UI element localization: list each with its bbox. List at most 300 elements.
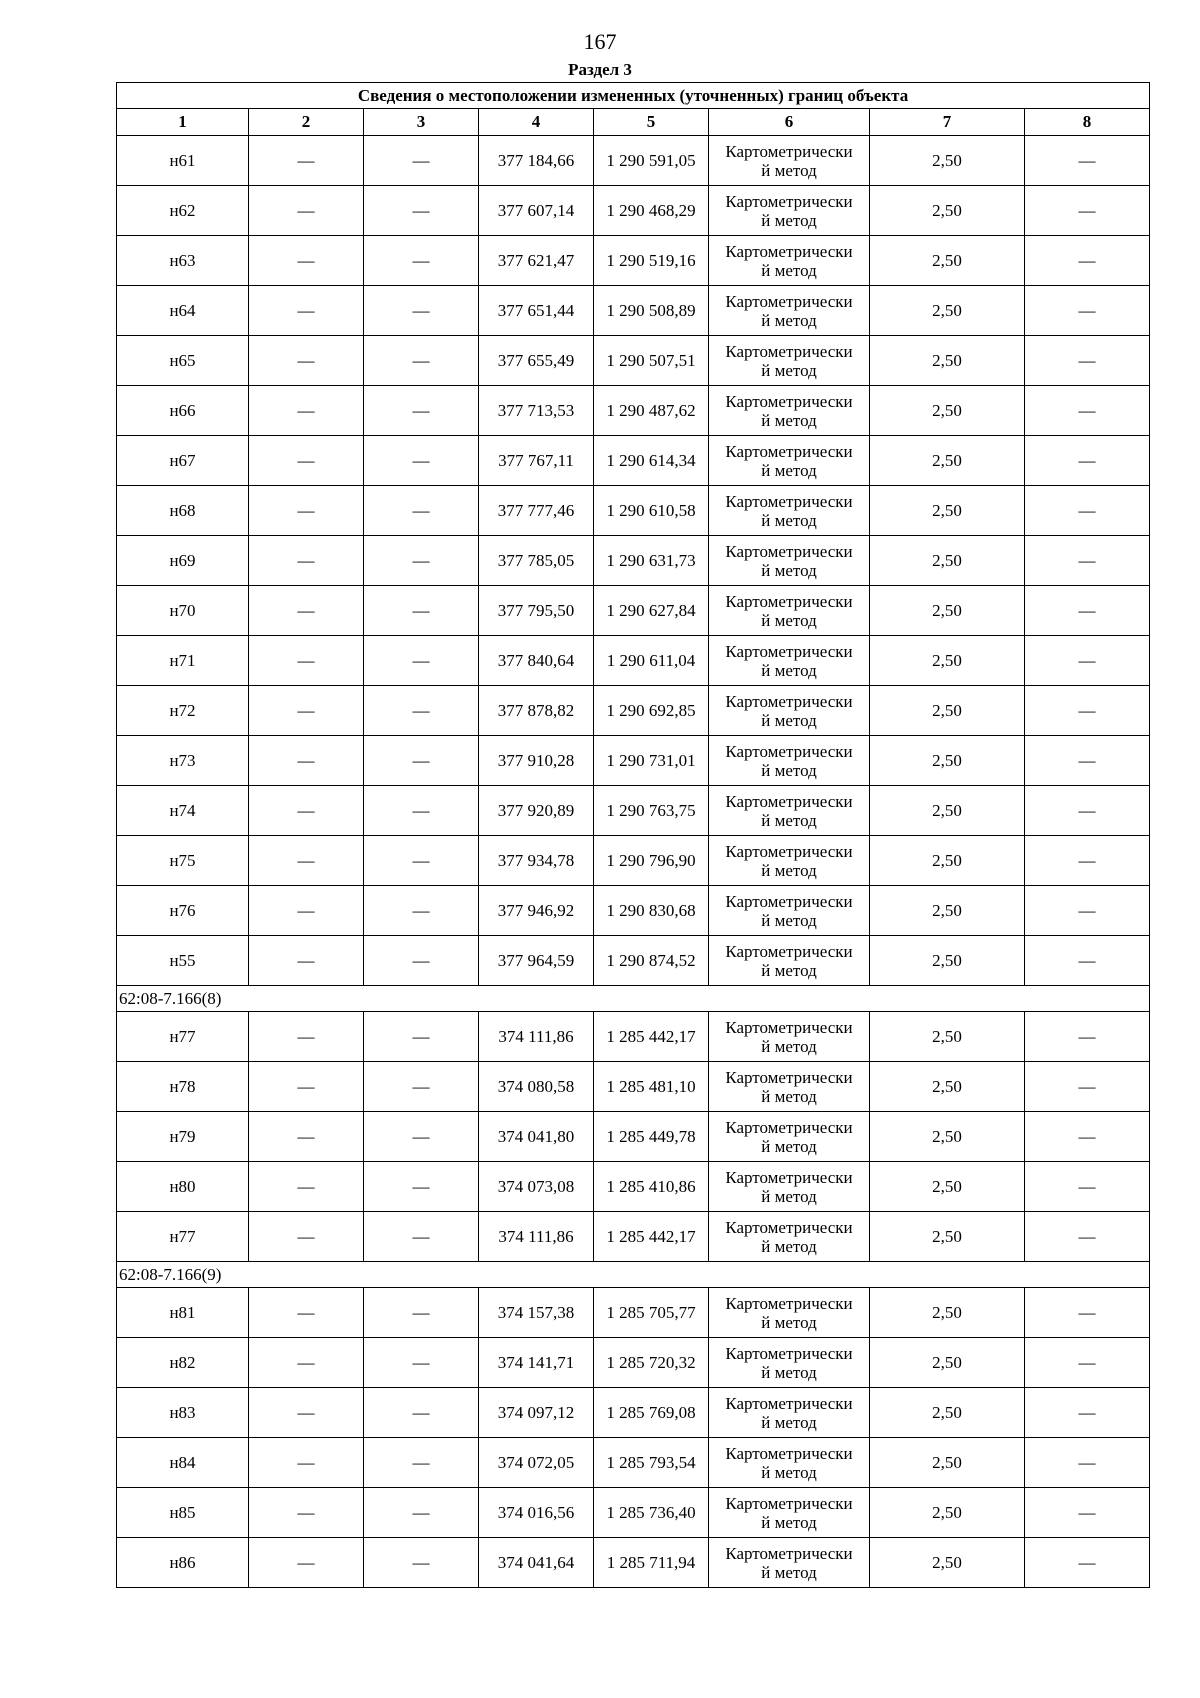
accuracy-cell: 2,50 — [870, 786, 1025, 836]
dash-cell: — — [364, 1062, 479, 1112]
dash-cell: — — [249, 636, 364, 686]
method-line: й метод — [761, 260, 817, 280]
point-cell: н82 — [117, 1338, 249, 1388]
dash-cell: — — [1025, 1338, 1150, 1388]
table-row — [117, 1062, 1150, 1112]
accuracy-cell: 2,50 — [870, 936, 1025, 986]
method-line: Картометрически — [725, 291, 853, 311]
y-coordinate-cell: 1 285 442,17 — [594, 1012, 709, 1062]
dash-cell: — — [1025, 686, 1150, 736]
method-cell — [709, 1288, 870, 1338]
dash-cell: — — [249, 1438, 364, 1488]
y-coordinate-cell: 1 290 507,51 — [594, 336, 709, 386]
method-line: й метод — [761, 960, 817, 980]
x-coordinate-cell: 377 655,49 — [479, 336, 594, 386]
x-coordinate-cell: 374 111,86 — [479, 1012, 594, 1062]
table-row — [117, 1438, 1150, 1488]
y-coordinate-cell: 1 290 591,05 — [594, 136, 709, 186]
method-line: й метод — [761, 1562, 817, 1582]
method-line: Картометрически — [725, 1393, 853, 1413]
dash-cell: — — [249, 1012, 364, 1062]
table-row — [117, 636, 1150, 686]
dash-cell: — — [364, 836, 479, 886]
dash-cell: — — [1025, 536, 1150, 586]
table-row — [117, 536, 1150, 586]
dash-cell: — — [249, 1488, 364, 1538]
table-row — [117, 336, 1150, 386]
dash-cell: — — [364, 936, 479, 986]
table-caption: Сведения о местоположении измененных (уточненных) границ объекта — [117, 83, 1150, 109]
method-line: й метод — [761, 1362, 817, 1382]
method-line: Картометрически — [725, 391, 853, 411]
dash-cell: — — [249, 186, 364, 236]
dash-cell: — — [1025, 1012, 1150, 1062]
x-coordinate-cell: 377 767,11 — [479, 436, 594, 486]
accuracy-cell: 2,50 — [870, 436, 1025, 486]
point-cell: н72 — [117, 686, 249, 736]
table-row — [117, 786, 1150, 836]
point-cell: н83 — [117, 1388, 249, 1438]
accuracy-cell: 2,50 — [870, 586, 1025, 636]
method-line: Картометрически — [725, 1117, 853, 1137]
dash-cell: — — [364, 386, 479, 436]
method-cell — [709, 1162, 870, 1212]
dash-cell: — — [1025, 1288, 1150, 1338]
y-coordinate-cell: 1 285 705,77 — [594, 1288, 709, 1338]
y-coordinate-cell: 1 290 519,16 — [594, 236, 709, 286]
y-coordinate-cell: 1 290 796,90 — [594, 836, 709, 886]
method-cell — [709, 536, 870, 586]
dash-cell: — — [1025, 1162, 1150, 1212]
x-coordinate-cell: 374 141,71 — [479, 1338, 594, 1388]
y-coordinate-cell: 1 285 481,10 — [594, 1062, 709, 1112]
method-cell — [709, 286, 870, 336]
table-row — [117, 486, 1150, 536]
accuracy-cell: 2,50 — [870, 636, 1025, 686]
point-cell: н84 — [117, 1438, 249, 1488]
method-cell — [709, 1112, 870, 1162]
table-row — [117, 936, 1150, 986]
y-coordinate-cell: 1 290 874,52 — [594, 936, 709, 986]
dash-cell: — — [1025, 736, 1150, 786]
method-cell — [709, 436, 870, 486]
method-cell — [709, 836, 870, 886]
method-line: й метод — [761, 710, 817, 730]
table-row — [117, 1212, 1150, 1262]
accuracy-cell: 2,50 — [870, 486, 1025, 536]
method-line: й метод — [761, 1512, 817, 1532]
method-line: Картометрически — [725, 691, 853, 711]
table-row — [117, 1288, 1150, 1338]
dash-cell: — — [1025, 436, 1150, 486]
dash-cell: — — [1025, 1212, 1150, 1262]
dash-cell: — — [1025, 286, 1150, 336]
method-line: й метод — [761, 1086, 817, 1106]
dash-cell: — — [1025, 386, 1150, 436]
dash-cell: — — [364, 186, 479, 236]
point-cell: н86 — [117, 1538, 249, 1588]
method-line: Картометрически — [725, 341, 853, 361]
y-coordinate-cell: 1 285 736,40 — [594, 1488, 709, 1538]
accuracy-cell: 2,50 — [870, 836, 1025, 886]
y-coordinate-cell: 1 290 487,62 — [594, 386, 709, 436]
accuracy-cell: 2,50 — [870, 1288, 1025, 1338]
point-cell: н62 — [117, 186, 249, 236]
dash-cell: — — [249, 1288, 364, 1338]
method-cell — [709, 1212, 870, 1262]
y-coordinate-cell: 1 290 614,34 — [594, 436, 709, 486]
x-coordinate-cell: 377 964,59 — [479, 936, 594, 986]
x-coordinate-cell: 377 878,82 — [479, 686, 594, 736]
x-coordinate-cell: 377 910,28 — [479, 736, 594, 786]
method-line: Картометрически — [725, 591, 853, 611]
dash-cell: — — [249, 336, 364, 386]
accuracy-cell: 2,50 — [870, 1162, 1025, 1212]
column-header: 6 — [709, 109, 870, 136]
accuracy-cell: 2,50 — [870, 286, 1025, 336]
point-cell: н64 — [117, 286, 249, 336]
table-caption-row — [117, 83, 1150, 109]
point-cell: н68 — [117, 486, 249, 536]
dash-cell: — — [364, 336, 479, 386]
group-label: 62:08-7.166(8) — [117, 986, 1150, 1012]
y-coordinate-cell: 1 285 720,32 — [594, 1338, 709, 1388]
method-cell — [709, 936, 870, 986]
method-line: Картометрически — [725, 141, 853, 161]
y-coordinate-cell: 1 290 610,58 — [594, 486, 709, 536]
method-cell — [709, 486, 870, 536]
method-cell — [709, 1062, 870, 1112]
method-cell — [709, 1338, 870, 1388]
accuracy-cell: 2,50 — [870, 686, 1025, 736]
point-cell: н78 — [117, 1062, 249, 1112]
x-coordinate-cell: 374 041,80 — [479, 1112, 594, 1162]
dash-cell: — — [249, 236, 364, 286]
dash-cell: — — [1025, 1488, 1150, 1538]
dash-cell: — — [364, 1288, 479, 1338]
dash-cell: — — [1025, 586, 1150, 636]
x-coordinate-cell: 377 607,14 — [479, 186, 594, 236]
table-row — [117, 1012, 1150, 1062]
x-coordinate-cell: 374 111,86 — [479, 1212, 594, 1262]
method-line: й метод — [761, 1186, 817, 1206]
column-number-row — [117, 109, 1150, 136]
method-line: й метод — [761, 160, 817, 180]
point-cell: н73 — [117, 736, 249, 786]
method-line: й метод — [761, 460, 817, 480]
accuracy-cell: 2,50 — [870, 1488, 1025, 1538]
method-line: й метод — [761, 560, 817, 580]
table-row — [117, 386, 1150, 436]
point-cell: н71 — [117, 636, 249, 686]
accuracy-cell: 2,50 — [870, 1062, 1025, 1112]
y-coordinate-cell: 1 285 442,17 — [594, 1212, 709, 1262]
dash-cell: — — [249, 1062, 364, 1112]
group-label: 62:08-7.166(9) — [117, 1262, 1150, 1288]
dash-cell: — — [249, 1112, 364, 1162]
column-header: 8 — [1025, 109, 1150, 136]
table-row — [117, 1338, 1150, 1388]
dash-cell: — — [249, 786, 364, 836]
method-line: Картометрически — [725, 541, 853, 561]
dash-cell: — — [249, 536, 364, 586]
page-number: 167 — [583, 29, 617, 54]
x-coordinate-cell: 377 184,66 — [479, 136, 594, 186]
point-cell: н65 — [117, 336, 249, 386]
method-cell — [709, 686, 870, 736]
accuracy-cell: 2,50 — [870, 1538, 1025, 1588]
dash-cell: — — [1025, 936, 1150, 986]
point-cell: н75 — [117, 836, 249, 886]
y-coordinate-cell: 1 290 692,85 — [594, 686, 709, 736]
method-cell — [709, 736, 870, 786]
table-row — [117, 836, 1150, 886]
method-line: Картометрически — [725, 1443, 853, 1463]
method-cell — [709, 1388, 870, 1438]
method-cell — [709, 1488, 870, 1538]
table-row — [117, 586, 1150, 636]
method-cell — [709, 136, 870, 186]
accuracy-cell: 2,50 — [870, 536, 1025, 586]
method-line: й метод — [761, 410, 817, 430]
accuracy-cell: 2,50 — [870, 1388, 1025, 1438]
dash-cell: — — [364, 286, 479, 336]
dash-cell: — — [249, 736, 364, 786]
method-line: Картометрически — [725, 1067, 853, 1087]
column-header: 4 — [479, 109, 594, 136]
method-line: Картометрически — [725, 241, 853, 261]
point-cell: н61 — [117, 136, 249, 186]
dash-cell: — — [364, 1388, 479, 1438]
dash-cell: — — [364, 886, 479, 936]
point-cell: н81 — [117, 1288, 249, 1338]
column-header: 5 — [594, 109, 709, 136]
x-coordinate-cell: 374 080,58 — [479, 1062, 594, 1112]
dash-cell: — — [1025, 136, 1150, 186]
group-row — [117, 1262, 1150, 1288]
table-row — [117, 736, 1150, 786]
method-line: й метод — [761, 1312, 817, 1332]
x-coordinate-cell: 377 795,50 — [479, 586, 594, 636]
method-line: Картометрически — [725, 191, 853, 211]
y-coordinate-cell: 1 290 508,89 — [594, 286, 709, 336]
dash-cell: — — [364, 586, 479, 636]
dash-cell: — — [249, 836, 364, 886]
dash-cell: — — [364, 636, 479, 686]
table-row — [117, 186, 1150, 236]
column-header: 2 — [249, 109, 364, 136]
method-cell — [709, 586, 870, 636]
dash-cell: — — [1025, 1112, 1150, 1162]
dash-cell: — — [249, 436, 364, 486]
method-line: й метод — [761, 210, 817, 230]
method-line: й метод — [761, 1412, 817, 1432]
dash-cell: — — [249, 386, 364, 436]
method-cell — [709, 1012, 870, 1062]
dash-cell: — — [364, 686, 479, 736]
method-line: Картометрически — [725, 1343, 853, 1363]
accuracy-cell: 2,50 — [870, 236, 1025, 286]
dash-cell: — — [364, 236, 479, 286]
method-line: Картометрически — [725, 941, 853, 961]
section-title: Раздел 3 — [568, 60, 632, 79]
accuracy-cell: 2,50 — [870, 186, 1025, 236]
dash-cell: — — [1025, 1062, 1150, 1112]
dash-cell: — — [364, 1338, 479, 1388]
table-row — [117, 136, 1150, 186]
dash-cell: — — [364, 136, 479, 186]
x-coordinate-cell: 374 157,38 — [479, 1288, 594, 1338]
y-coordinate-cell: 1 290 627,84 — [594, 586, 709, 636]
y-coordinate-cell: 1 290 731,01 — [594, 736, 709, 786]
dash-cell: — — [364, 736, 479, 786]
dash-cell: — — [1025, 786, 1150, 836]
accuracy-cell: 2,50 — [870, 136, 1025, 186]
y-coordinate-cell: 1 290 763,75 — [594, 786, 709, 836]
dash-cell: — — [1025, 836, 1150, 886]
dash-cell: — — [1025, 1438, 1150, 1488]
point-cell: н80 — [117, 1162, 249, 1212]
dash-cell: — — [249, 286, 364, 336]
accuracy-cell: 2,50 — [870, 1012, 1025, 1062]
table-row — [117, 1112, 1150, 1162]
dash-cell: — — [249, 886, 364, 936]
dash-cell: — — [364, 1538, 479, 1588]
dash-cell: — — [364, 536, 479, 586]
dash-cell: — — [364, 1438, 479, 1488]
method-line: Картометрически — [725, 741, 853, 761]
accuracy-cell: 2,50 — [870, 386, 1025, 436]
point-cell: н63 — [117, 236, 249, 286]
x-coordinate-cell: 377 934,78 — [479, 836, 594, 886]
point-cell: н77 — [117, 1212, 249, 1262]
dash-cell: — — [364, 1012, 479, 1062]
y-coordinate-cell: 1 285 711,94 — [594, 1538, 709, 1588]
x-coordinate-cell: 374 041,64 — [479, 1538, 594, 1588]
point-cell: н85 — [117, 1488, 249, 1538]
method-line: й метод — [761, 1462, 817, 1482]
point-cell: н55 — [117, 936, 249, 986]
method-line: й метод — [761, 1036, 817, 1056]
method-line: Картометрически — [725, 891, 853, 911]
dash-cell: — — [1025, 336, 1150, 386]
method-line: Картометрически — [725, 1167, 853, 1187]
accuracy-cell: 2,50 — [870, 1338, 1025, 1388]
method-line: Картометрически — [725, 841, 853, 861]
y-coordinate-cell: 1 285 410,86 — [594, 1162, 709, 1212]
group-row — [117, 986, 1150, 1012]
table-row — [117, 286, 1150, 336]
dash-cell: — — [364, 786, 479, 836]
method-line: й метод — [761, 910, 817, 930]
method-line: й метод — [761, 860, 817, 880]
table-row — [117, 1488, 1150, 1538]
x-coordinate-cell: 377 621,47 — [479, 236, 594, 286]
dash-cell: — — [1025, 886, 1150, 936]
method-line: й метод — [761, 360, 817, 380]
table-row — [117, 236, 1150, 286]
method-line: Картометрически — [725, 1217, 853, 1237]
accuracy-cell: 2,50 — [870, 1438, 1025, 1488]
method-line: й метод — [761, 1136, 817, 1156]
table-row — [117, 1388, 1150, 1438]
method-cell — [709, 336, 870, 386]
method-cell — [709, 1538, 870, 1588]
method-line: й метод — [761, 760, 817, 780]
dash-cell: — — [364, 1212, 479, 1262]
method-cell — [709, 1438, 870, 1488]
method-line: Картометрически — [725, 1017, 853, 1037]
table-row — [117, 436, 1150, 486]
method-cell — [709, 186, 870, 236]
dash-cell: — — [249, 1388, 364, 1438]
method-line: й метод — [761, 510, 817, 530]
y-coordinate-cell: 1 285 449,78 — [594, 1112, 709, 1162]
accuracy-cell: 2,50 — [870, 1212, 1025, 1262]
x-coordinate-cell: 377 777,46 — [479, 486, 594, 536]
table-row — [117, 686, 1150, 736]
x-coordinate-cell: 377 840,64 — [479, 636, 594, 686]
accuracy-cell: 2,50 — [870, 1112, 1025, 1162]
dash-cell: — — [1025, 486, 1150, 536]
column-header: 1 — [117, 109, 249, 136]
dash-cell: — — [364, 1112, 479, 1162]
method-cell — [709, 236, 870, 286]
method-line: й метод — [761, 1236, 817, 1256]
dash-cell: — — [249, 686, 364, 736]
dash-cell: — — [364, 1488, 479, 1538]
dash-cell: — — [249, 486, 364, 536]
dash-cell: — — [249, 1212, 364, 1262]
table-row — [117, 1162, 1150, 1212]
method-line: Картометрически — [725, 491, 853, 511]
method-cell — [709, 636, 870, 686]
dash-cell: — — [1025, 236, 1150, 286]
y-coordinate-cell: 1 285 793,54 — [594, 1438, 709, 1488]
dash-cell: — — [364, 1162, 479, 1212]
x-coordinate-cell: 374 073,08 — [479, 1162, 594, 1212]
y-coordinate-cell: 1 290 631,73 — [594, 536, 709, 586]
boundary-table — [116, 82, 1150, 1588]
x-coordinate-cell: 377 946,92 — [479, 886, 594, 936]
x-coordinate-cell: 377 651,44 — [479, 286, 594, 336]
x-coordinate-cell: 374 097,12 — [479, 1388, 594, 1438]
dash-cell: — — [249, 1338, 364, 1388]
dash-cell: — — [249, 936, 364, 986]
dash-cell: — — [1025, 186, 1150, 236]
dash-cell: — — [249, 1162, 364, 1212]
dash-cell: — — [249, 586, 364, 636]
method-cell — [709, 886, 870, 936]
method-line: Картометрически — [725, 1293, 853, 1313]
dash-cell: — — [249, 136, 364, 186]
method-line: Картометрически — [725, 791, 853, 811]
method-line: Картометрически — [725, 1493, 853, 1513]
method-line: й метод — [761, 310, 817, 330]
method-line: Картометрически — [725, 441, 853, 461]
x-coordinate-cell: 377 920,89 — [479, 786, 594, 836]
point-cell: н74 — [117, 786, 249, 836]
method-cell — [709, 786, 870, 836]
y-coordinate-cell: 1 290 830,68 — [594, 886, 709, 936]
x-coordinate-cell: 374 016,56 — [479, 1488, 594, 1538]
accuracy-cell: 2,50 — [870, 886, 1025, 936]
table-row — [117, 1538, 1150, 1588]
dash-cell: — — [1025, 636, 1150, 686]
point-cell: н79 — [117, 1112, 249, 1162]
column-header: 3 — [364, 109, 479, 136]
dash-cell: — — [249, 1538, 364, 1588]
